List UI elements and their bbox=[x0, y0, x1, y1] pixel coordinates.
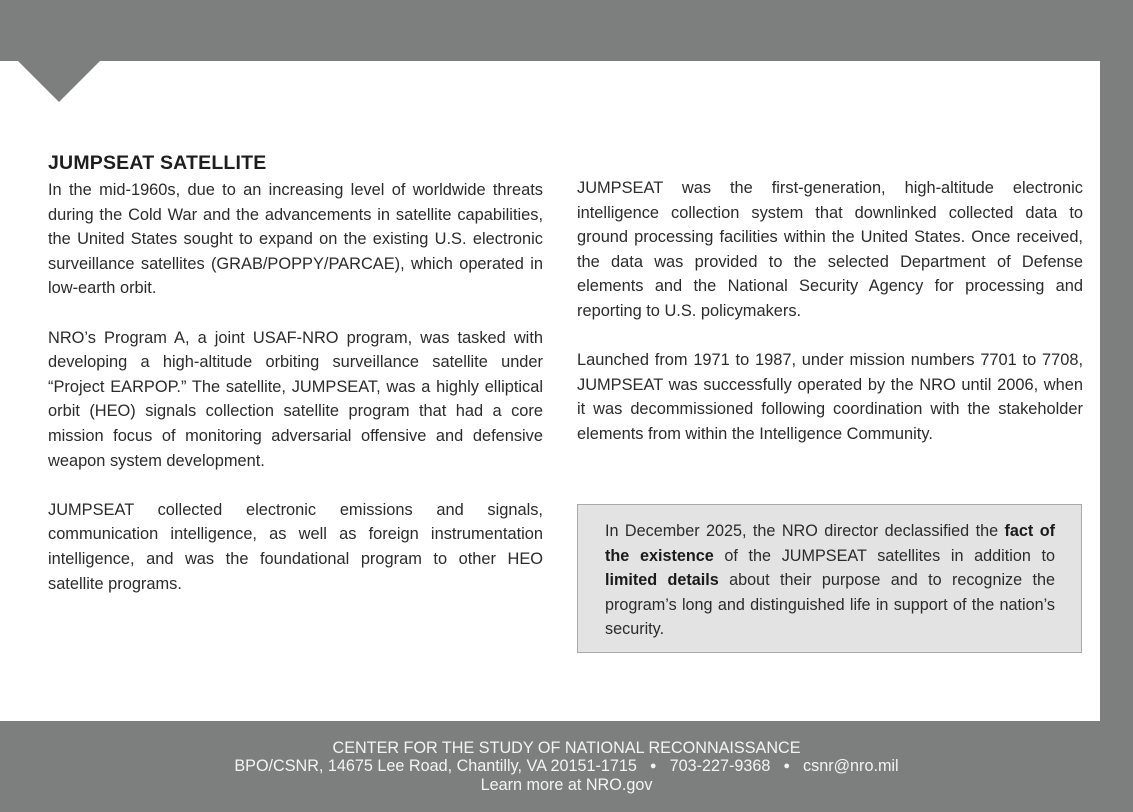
left-paragraph-3: JUMPSEAT collected electronic emissions and signals, communication intelligence, as well as foreign instrumentation intelligence, and was the foundational program to other HEO satellite programs. bbox=[48, 500, 543, 593]
top-frame-band bbox=[0, 0, 1133, 61]
right-paragraph-1: JUMPSEAT was the first-generation, high-altitude electronic intelligence collection system that downlinked collected data to ground processing facilities within the United States. Once received, the data was provided to the selected Department of Defense elements and the National Security Agency for processing and reporting to U.S. policymakers. bbox=[577, 179, 1083, 320]
footer-org-name: CENTER FOR THE STUDY OF NATIONAL RECONNAISSANCE bbox=[332, 739, 801, 757]
footer bbox=[0, 721, 1133, 812]
callout-text-3: about their purpose and to recognize the program’s long and distinguished life in support of the nation’s security. bbox=[605, 571, 1055, 638]
callout-bold-fact: fact of the existence bbox=[605, 522, 1055, 565]
right-column bbox=[577, 176, 1083, 447]
footer-address: BPO/CSNR, 14675 Lee Road, Chantilly, VA 20151-1715 bbox=[234, 757, 637, 776]
footer-phone[interactable]: 703-227-9368 bbox=[669, 757, 771, 776]
callout-bold-details: limited details bbox=[605, 571, 719, 589]
callout-text-2: of the JUMPSEAT satellites in addition to bbox=[713, 546, 1055, 565]
bullet-separator-icon: ● bbox=[649, 760, 657, 773]
left-column bbox=[48, 178, 543, 596]
bullet-separator-icon: ● bbox=[783, 760, 791, 773]
right-frame-band bbox=[1100, 0, 1133, 721]
left-paragraph-2: NRO’s Program A, a joint USAF-NRO program, was tasked with developing a high-altitude orbiting surveillance satellite under “Project EARPOP.” The satellite, JUMPSEAT, was a highly elliptical orbit (HEO) signals collection satellite program that had a core mission focus of monitoring adversarial offensive and defensive weapon system development. bbox=[48, 328, 543, 470]
footer-learn-more-link[interactable]: Learn more at NRO.gov bbox=[480, 775, 653, 794]
corner-notch-triangle bbox=[18, 61, 100, 102]
footer-contact-line bbox=[0, 757, 1133, 775]
left-paragraph-1: In the mid-1960s, due to an increasing level of worldwide threats during the Cold War and the advancements in satellite capabilities, the United States sought to expand on the existing U.S. electronic surveillance satellites (GRAB/POPPY/PARCAE), which operated in low-earth orbit. bbox=[48, 181, 543, 298]
footer-email-link[interactable]: csnr@nro.mil bbox=[803, 757, 899, 776]
right-paragraph-2: Launched from 1971 to 1987, under mission numbers 7701 to 7708, JUMPSEAT was successfully operated by the NRO until 2006, when it was decommissioned following coordination with the stakeholder elements from within the Intelligence Community. bbox=[577, 351, 1083, 443]
document-page bbox=[0, 61, 1100, 721]
page-title: JUMPSEAT SATELLITE bbox=[48, 152, 267, 174]
declassification-callout bbox=[577, 504, 1082, 653]
callout-text-1: In December 2025, the NRO director declassified the bbox=[605, 522, 1005, 540]
